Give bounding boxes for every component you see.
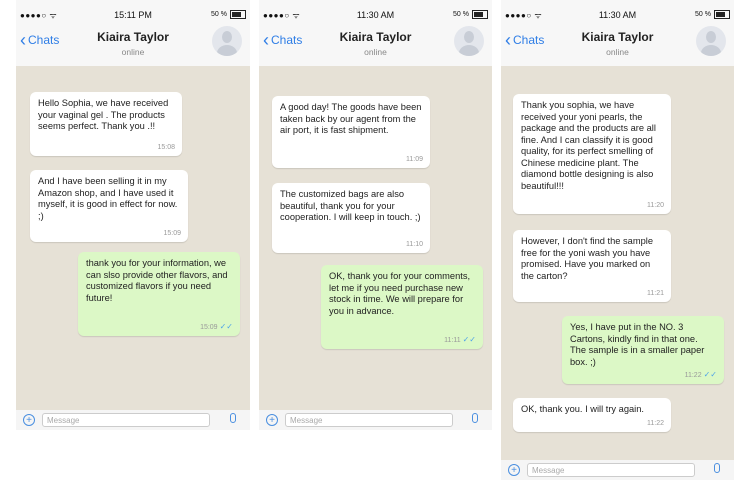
message-text: Yes, I have put in the NO. 3 Cartons, kindly find in that one. The sample is in a smaller paper box. ;)	[570, 322, 705, 367]
message-time: 11:10	[406, 240, 423, 248]
message-bubble-incoming[interactable]	[30, 92, 182, 156]
message-bubble-incoming[interactable]	[513, 398, 671, 432]
input-bar	[259, 410, 492, 430]
chat-header	[259, 24, 492, 66]
message-meta	[200, 321, 233, 334]
message-list[interactable]	[259, 66, 492, 410]
signal-icon: ●●●●○ ᯤ	[505, 11, 543, 20]
message-bubble-outgoing[interactable]	[321, 265, 483, 349]
contact-name: Kiaira Taylor	[581, 30, 654, 44]
battery-icon	[714, 10, 730, 19]
avatar-head-icon	[222, 31, 232, 43]
message-list[interactable]	[501, 66, 734, 460]
message-text: A good day! The goods have been taken back by our agent from the air port, it is fast shipment.	[280, 102, 422, 135]
phone-screen-1	[16, 0, 250, 430]
contact-name: Kiaira Taylor	[339, 30, 412, 44]
avatar-body-icon	[459, 45, 479, 56]
avatar[interactable]	[454, 26, 484, 56]
back-label: Chats	[271, 33, 303, 47]
message-time: 11:22	[684, 371, 702, 379]
message-time: 11:11	[444, 336, 461, 344]
message-time: 11:20	[647, 201, 664, 209]
chevron-left-icon: ‹	[263, 30, 269, 50]
avatar-body-icon	[217, 45, 237, 56]
message-text: thank you for your information, we can slso provide other flavors, and customized flavors if you need future!	[86, 258, 228, 303]
input-bar	[16, 410, 250, 430]
message-time: 15:09	[163, 229, 181, 237]
message-time: 15:08	[157, 143, 175, 151]
message-list[interactable]	[16, 66, 250, 410]
avatar-head-icon	[706, 31, 716, 43]
message-text: OK, thank you. I will try again.	[521, 404, 644, 414]
microphone-icon[interactable]	[714, 463, 720, 473]
phone-screen-3	[501, 0, 734, 480]
plus-icon[interactable]: +	[508, 464, 520, 476]
message-bubble-outgoing[interactable]	[562, 316, 724, 384]
avatar-head-icon	[464, 31, 474, 43]
back-label: Chats	[513, 33, 545, 47]
message-text: The customized bags are also beautiful, thank you for your cooperation. I will keep in touch. ;)	[280, 189, 421, 222]
contact-status: online	[121, 47, 145, 57]
chat-header	[16, 24, 250, 66]
message-text: However, I don't find the sample free for the yoni wash you have promised. Have you marked on the carton?	[521, 236, 654, 281]
avatar[interactable]	[696, 26, 726, 56]
chevron-left-icon: ‹	[20, 30, 26, 50]
message-bubble-incoming[interactable]	[272, 96, 430, 168]
battery-label: 50 %	[211, 11, 227, 18]
message-meta	[685, 369, 717, 382]
back-label: Chats	[28, 33, 60, 47]
message-bubble-incoming[interactable]	[513, 94, 671, 214]
avatar-body-icon	[701, 45, 721, 56]
message-meta	[444, 334, 476, 347]
message-bubble-outgoing[interactable]	[78, 252, 240, 336]
message-time: 11:21	[647, 289, 664, 297]
message-time: 11:22	[647, 419, 664, 427]
message-placeholder: Message	[47, 416, 80, 425]
message-text: OK, thank you for your comments, let me if you need purchase new stock in time. We will prepare for you in advance.	[329, 271, 471, 316]
message-placeholder: Message	[290, 416, 323, 425]
battery-label: 50 %	[453, 11, 469, 18]
signal-icon: ●●●●○ ᯤ	[263, 11, 301, 20]
message-input[interactable]	[42, 413, 210, 427]
status-time: 11:30 AM	[356, 10, 395, 20]
contact-name: Kiaira Taylor	[97, 30, 169, 44]
message-input[interactable]	[527, 463, 695, 477]
chat-header	[501, 24, 734, 66]
battery-indicator	[211, 10, 246, 19]
battery-icon	[472, 10, 488, 19]
message-bubble-incoming[interactable]	[272, 183, 430, 253]
status-time: 11:30 AM	[598, 10, 637, 20]
status-time: 15:11 PM	[114, 10, 152, 20]
message-placeholder: Message	[532, 466, 565, 475]
message-time: 15:09	[200, 323, 218, 331]
message-text: Hello Sophia, we have received your vaginal gel . The products seems perfect. Thank you .!!	[38, 98, 169, 131]
message-bubble-incoming[interactable]	[30, 170, 188, 242]
double-check-icon: ✓✓	[462, 334, 476, 344]
message-input[interactable]	[285, 413, 453, 427]
battery-indicator	[695, 10, 730, 19]
avatar[interactable]	[212, 26, 242, 56]
microphone-icon[interactable]	[230, 413, 236, 423]
battery-label: 50 %	[695, 11, 711, 18]
message-time: 11:09	[406, 155, 423, 163]
microphone-icon[interactable]	[472, 413, 478, 423]
double-check-icon: ✓✓	[703, 369, 717, 379]
signal-icon: ●●●●○ ᯤ	[20, 11, 58, 20]
message-text: And I have been selling it in my Amazon shop, and I have used it myself, it is good in effect for now. ;)	[38, 176, 178, 221]
input-bar	[501, 460, 734, 480]
plus-icon[interactable]: +	[23, 414, 35, 426]
plus-icon[interactable]: +	[266, 414, 278, 426]
message-text: Thank you sophia, we have received your yoni pearls, the package and the products are all fine. And I can classify it is good quality, for its perfect smelling of Chinese medicine plant. The diamond bottle designing is also beautiful!!!	[521, 100, 656, 191]
chevron-left-icon: ‹	[505, 30, 511, 50]
contact-status: online	[364, 47, 387, 57]
message-bubble-incoming[interactable]	[513, 230, 671, 302]
phone-screen-2	[259, 0, 492, 430]
contact-status: online	[606, 47, 629, 57]
battery-icon	[230, 10, 246, 19]
battery-indicator	[453, 10, 488, 19]
double-check-icon: ✓✓	[219, 321, 233, 331]
